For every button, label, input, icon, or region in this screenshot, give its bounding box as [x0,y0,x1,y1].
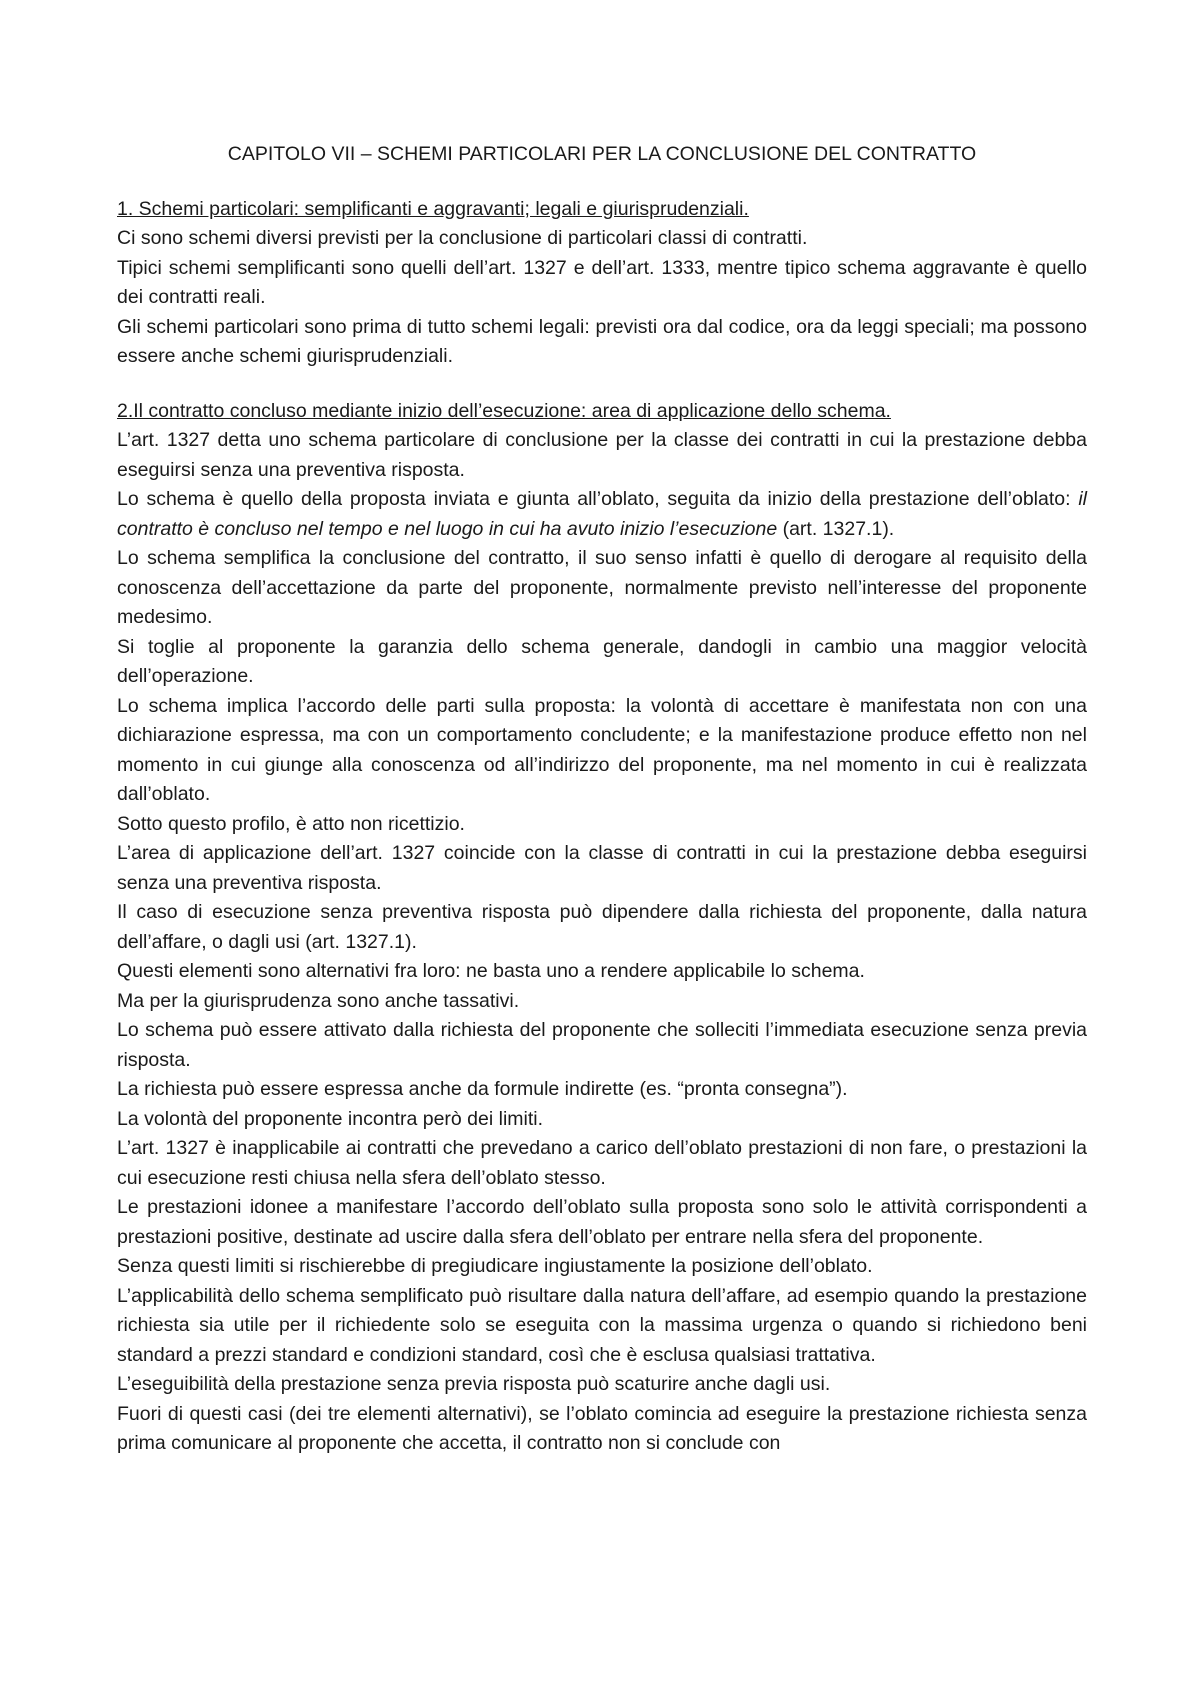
section-2-paragraph: L’art. 1327 è inapplicabile ai contratti che prevedano a carico dell’oblato prestazioni di non fare, o prestazioni la cui esecuzione resti chiusa nella sfera dell’oblato stesso. [117,1137,1087,1189]
section-2-paragraph: Senza questi limiti si rischierebbe di pregiudicare ingiustamente la posizione dell’oblato. [117,1255,873,1277]
section-2-paragraph-with-quote [117,485,1087,544]
section-2-paragraph: Il caso di esecuzione senza preventiva risposta può dipendere dalla richiesta del proponente, dalla natura dell’affare, o dagli usi (art. 1327.1). [117,901,1087,953]
section-2-paragraph: L’area di applicazione dell’art. 1327 coincide con la classe di contratti in cui la prestazione debba eseguirsi senza una preventiva risposta. [117,842,1087,894]
section-2-paragraph: L’applicabilità dello schema semplificato può risultare dalla natura dell’affare, ad esempio quando la prestazione richiesta sia utile per il richiedente solo se eseguita con la massima urgenza o quando si richiedono beni standard a prezzi standard e condizioni standard, così che è esclusa qualsiasi trattativa. [117,1284,1087,1366]
chapter-title: CAPITOLO VII – SCHEMI PARTICOLARI PER LA CONCLUSIONE DEL CONTRATTO [227,143,977,165]
section-2-paragraph: L’art. 1327 detta uno schema particolare di conclusione per la classe dei contratti in cui la prestazione debba eseguirsi senza una preventiva risposta. [117,429,1087,481]
section-1 [117,195,1087,372]
section-2-paragraph: Ma per la giurisprudenza sono anche tassativi. [117,989,520,1012]
section-2-paragraph: Lo schema può essere attivato dalla richiesta del proponente che solleciti l’immediata esecuzione senza previa risposta. [117,1019,1087,1071]
section-1-paragraph: Tipici schemi semplificanti sono quelli dell’art. 1327 e dell’art. 1333, mentre tipico schema aggravante è quello dei contratti reali. [117,256,1087,308]
section-2-paragraph: Sotto questo profilo, è atto non ricettizio. [117,812,465,835]
section-2-paragraph: Le prestazioni idonee a manifestare l’accordo dell’oblato sulla proposta sono solo le attività corrispondenti a prestazioni positive, destinate ad uscire dalla sfera dell’oblato per entrare nella sfera del proponente. [117,1196,1087,1248]
section-2-paragraph: La richiesta può essere espressa anche da formule indirette (es. “pronta consegna”). [117,1078,848,1100]
section-2-paragraph: Lo schema semplifica la conclusione del contratto, il suo senso infatti è quello di derogare al requisito della conoscenza dell’accettazione da parte del proponente, normalmente previsto nell’interesse del proponente medesimo. [117,547,1087,628]
section-2-paragraph: Si toglie al proponente la garanzia dello schema generale, dandogli in cambio una maggior velocità dell’operazione. [117,635,1087,687]
section-2-paragraph: Fuori di questi casi (dei tre elementi alternativi), se l’oblato comincia ad eseguire la prestazione richiesta senza prima comunicare al proponente che accetta, il contratto non si conclude con [117,1402,1087,1454]
quote-lead-in: Lo schema è quello della proposta inviata e giunta all’oblato, seguita da inizio della prestazione dell’oblato: [117,488,1079,510]
section-2-paragraph: L’eseguibilità della prestazione senza previa risposta può scaturire anche dagli usi. [117,1373,831,1395]
section-2-heading: 2.Il contratto concluso mediante inizio dell’esecuzione: area di applicazione dello schema. [117,399,891,422]
section-1-paragraph: Gli schemi particolari sono prima di tutto schemi legali: previsti ora dal codice, ora da leggi speciali; ma possono essere anche schemi giurisprudenziali. [117,315,1087,367]
section-2-paragraph: Lo schema implica l’accordo delle parti sulla proposta: la volontà di accettare è manifestata non con una dichiarazione espressa, ma con un comportamento concludente; e la manifestazione produce effetto non nel momento in cui giunge alla conoscenza od all’indirizzo del proponente, ma nel momento in cui è realizzata dall’oblato. [117,694,1087,805]
section-2 [117,397,1087,1459]
section-1-heading: 1. Schemi particolari: semplificanti e aggravanti; legali e giurisprudenziali. [117,197,749,220]
section-2-paragraph: La volontà del proponente incontra però dei limiti. [117,1107,544,1130]
italic-quote: il contratto è concluso nel tempo e nel luogo in cui ha avuto inizio l’esecuzione [117,488,1087,540]
document-page [117,140,1087,1484]
section-2-paragraph: Questi elementi sono alternativi fra loro: ne basta uno a rendere applicabile lo schema. [117,960,865,982]
quote-citation: (art. 1327.1). [777,517,895,540]
section-1-paragraph: Ci sono schemi diversi previsti per la conclusione di particolari classi di contratti. [117,227,808,249]
